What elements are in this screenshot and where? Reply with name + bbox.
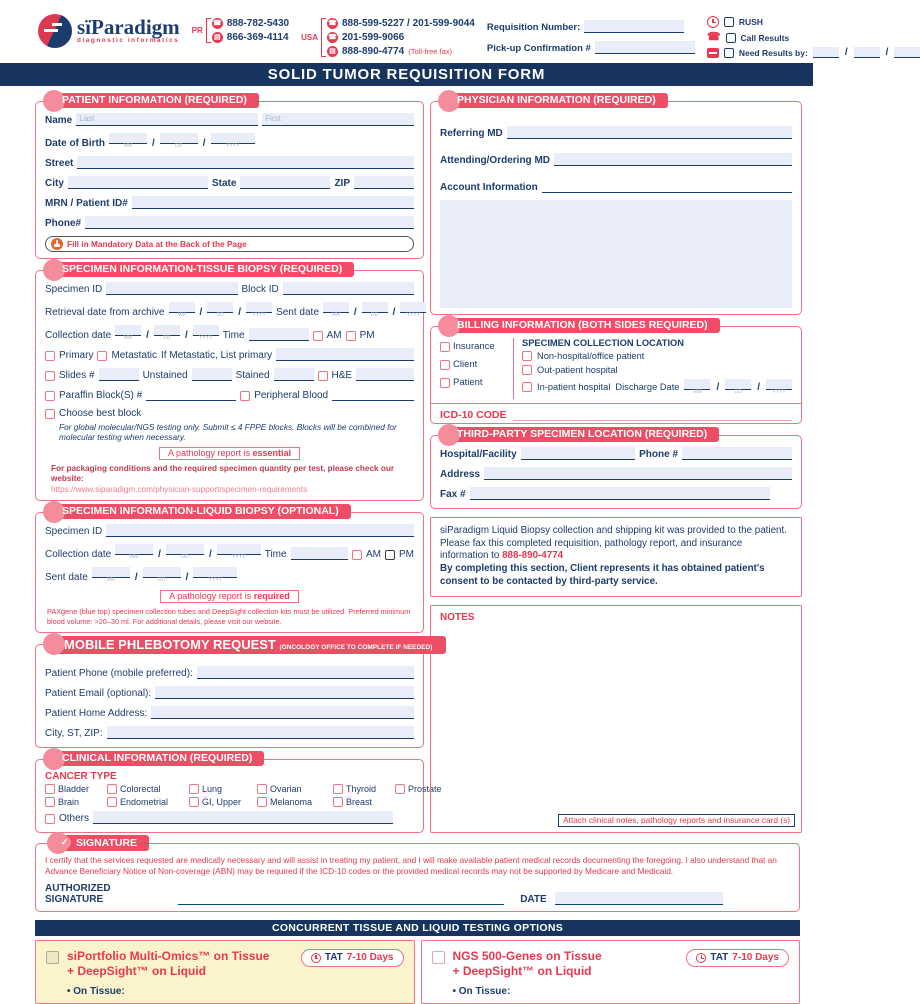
account-information-label: Account Information xyxy=(440,182,538,193)
referring-md-field[interactable] xyxy=(507,126,792,139)
thyroid-checkbox[interactable] xyxy=(333,784,343,794)
kit-fax-number: 888-890-4774 xyxy=(502,550,564,562)
patient-checkbox[interactable] xyxy=(440,378,450,388)
usa-fax-number: 888-890-4774 xyxy=(341,46,405,57)
patient-section-heading: PATIENT INFORMATION (REQUIRED) xyxy=(50,93,259,108)
liquid-pm-checkbox[interactable] xyxy=(385,550,395,560)
logo xyxy=(38,14,180,48)
result-options: RUSH ☎ Call Results Need Results by: / / xyxy=(707,16,920,58)
ngs500-panel xyxy=(421,940,801,1004)
tissue-specimen-id-field[interactable] xyxy=(106,282,237,295)
icd10-field[interactable] xyxy=(513,409,793,421)
packaging-note: For packaging conditions and the required specimen quantity per test, please check our website: xyxy=(51,463,395,484)
usa-phone-group xyxy=(301,18,475,57)
sent-date-label: Sent date xyxy=(276,307,319,318)
tissue-pm-checkbox[interactable] xyxy=(346,331,356,341)
bladder-checkbox[interactable] xyxy=(45,784,55,794)
signature-section xyxy=(35,836,800,912)
colorectal-checkbox[interactable] xyxy=(107,784,117,794)
need-results-year-field[interactable] xyxy=(894,47,920,58)
cancer-type-grid: Bladder Colorectal Lung Ovarian Thyroid Prostate Brain Endometrial GI, Upper Melanoma Breast xyxy=(45,784,414,807)
pickup-confirmation-field[interactable] xyxy=(595,41,695,54)
zip-field[interactable] xyxy=(354,176,414,189)
physician-notes-area[interactable] xyxy=(440,200,792,308)
physician-section-heading: PHYSICIAN INFORMATION (REQUIRED) xyxy=(445,93,668,108)
website-link[interactable]: https://www.siparadigm.com/physician-support/specimen-requirements xyxy=(51,485,308,495)
peripheral-blood-field[interactable] xyxy=(332,388,414,401)
time-label: Time xyxy=(222,330,245,341)
tissue-am-checkbox[interactable] xyxy=(313,331,323,341)
requisition-number-field[interactable] xyxy=(584,20,684,33)
siportfolio-checkbox[interactable] xyxy=(46,951,59,964)
city-st-zip-field[interactable] xyxy=(107,726,414,739)
phlebotomy-sub-heading: (ONCOLOGY OFFICE TO COMPLETE IF NEEDED) xyxy=(279,644,433,651)
patient-phone-field[interactable] xyxy=(85,216,414,229)
brain-checkbox[interactable] xyxy=(45,797,55,807)
list-primary-field[interactable] xyxy=(276,348,414,361)
attending-md-field[interactable] xyxy=(554,153,792,166)
mrn-field[interactable] xyxy=(132,196,414,209)
retrieval-date-label: Retrieval date from archive xyxy=(45,307,165,318)
state-label: State xyxy=(211,178,237,189)
clinical-section-heading: CLINICAL INFORMATION (REQUIRED) xyxy=(50,751,264,766)
clock-icon xyxy=(707,16,719,28)
usa-label: USA xyxy=(301,33,318,42)
patient-mobile-field[interactable] xyxy=(197,666,414,679)
name-last-field[interactable]: Last xyxy=(76,113,258,126)
pr-label: PR xyxy=(191,26,203,35)
signature-heading: ✓ SIGNATURE xyxy=(54,835,149,851)
in-patient-checkbox[interactable] xyxy=(522,382,532,392)
zip-label: ZIP xyxy=(334,178,350,189)
hand-icon xyxy=(51,238,63,250)
authorized-signature-field[interactable] xyxy=(178,893,504,905)
patient-mobile-label: Patient Phone (mobile preferred): xyxy=(45,668,193,679)
brand-name: sïParadigm xyxy=(77,15,180,39)
choose-best-block-checkbox[interactable] xyxy=(45,409,55,419)
call-results-label: Call Results xyxy=(740,32,790,43)
phone-icon: ☎ xyxy=(212,20,222,27)
siportfolio-title: siPortfolio Multi-Omics™ on Tissue + DeepSight™ on Liquid xyxy=(67,948,270,978)
stained-label: Stained xyxy=(235,370,270,381)
ngs500-title: NGS 500-Genes on Tissue + DeepSight™ on Liquid xyxy=(452,948,602,978)
fax-icon: ▤ xyxy=(212,32,223,43)
logo-icon xyxy=(38,14,72,48)
liquid-biopsy-section: SPECIMEN INFORMATION-LIQUID BIOPSY (OPTIONAL) Specimen ID Collection date MM / DD / YYYY Time AM PM Sent date MM / DD / YYYY A pathology report is required PAXgene (blue top) specimen collection tubes and DeepSight collection kits must be utilized. Preferred minimum blood volume: >20–30 ml. For additional details, please visit our website. xyxy=(35,512,424,633)
account-information-field[interactable] xyxy=(542,180,792,193)
liquid-kit-notice: siParadigm Liquid Biopsy collection and shipping kit was provided to the patient. Please fax this completed requisition, pathology report, and insurance information to 888-890-4774 By completing this section, Client represents it has obtained patient's consent to be contacted by third-party service. xyxy=(430,517,802,597)
page-header xyxy=(0,0,889,60)
name-label: Name xyxy=(45,115,73,126)
third-party-heading: THIRD-PARTY SPECIMEN LOCATION (REQUIRED) xyxy=(445,427,719,442)
ovarian-checkbox[interactable] xyxy=(257,784,267,794)
unstained-field[interactable] xyxy=(192,368,232,381)
tp-fax-field[interactable] xyxy=(470,487,770,500)
melanoma-checkbox[interactable] xyxy=(257,797,267,807)
pr-phone-group xyxy=(192,18,289,43)
peripheral-blood-checkbox[interactable] xyxy=(240,391,250,401)
block-id-field[interactable] xyxy=(283,282,414,295)
siportfolio-on-tissue: • On Tissue: xyxy=(67,985,125,997)
tissue-section-heading: SPECIMEN INFORMATION-TISSUE BIOPSY (REQUIRED) xyxy=(50,262,354,277)
clock-icon xyxy=(311,953,321,963)
city-label: City xyxy=(45,178,64,189)
tp-phone-label: Phone # xyxy=(639,449,679,460)
block-id-label: Block ID xyxy=(241,284,279,295)
tp-address-field[interactable] xyxy=(484,467,792,480)
notes-heading: NOTES xyxy=(440,611,475,623)
mobile-phlebotomy-section xyxy=(35,637,433,748)
hospital-facility-field[interactable] xyxy=(521,447,635,460)
liquid-time-field[interactable] xyxy=(291,547,348,560)
city-st-zip-label: City, ST, ZIP: xyxy=(45,728,103,739)
paraffin-field[interactable] xyxy=(146,388,236,401)
tp-fax-label: Fax # xyxy=(440,489,466,500)
unstained-label: Unstained xyxy=(142,370,188,381)
liquid-am-checkbox[interactable] xyxy=(352,550,362,560)
state-field[interactable] xyxy=(240,176,330,189)
phone-icon: ☎ xyxy=(328,20,337,27)
page-title: SOLID TUMOR REQUISITION FORM xyxy=(0,63,813,86)
insurance-checkbox[interactable] xyxy=(440,342,450,352)
third-party-section xyxy=(430,428,802,509)
he-checkbox[interactable] xyxy=(318,371,328,381)
siportfolio-panel xyxy=(35,940,415,1004)
liquid-section-heading: SPECIMEN INFORMATION-LIQUID BIOPSY (OPTIONAL) xyxy=(50,504,351,519)
check-icon: ✓ xyxy=(58,836,71,849)
fax-icon: ▤ xyxy=(327,46,338,57)
payer-options: Insurance Client Patient xyxy=(440,338,514,399)
requisition-block xyxy=(487,20,695,54)
brand-tagline: diagnostic informatics xyxy=(77,37,180,44)
endometrial-checkbox[interactable] xyxy=(107,797,117,807)
attach-note: Attach clinical notes, pathology reports and insurance card (s) xyxy=(558,814,795,827)
clinical-information-section xyxy=(35,752,442,833)
requisition-number-label: Requisition Number: xyxy=(486,22,581,33)
collection-location-header: SPECIMEN COLLECTION LOCATION xyxy=(522,338,685,348)
others-checkbox[interactable] xyxy=(45,814,55,824)
tissue-time-field[interactable] xyxy=(249,328,309,341)
tissue-biopsy-section: SPECIMEN INFORMATION-TISSUE BIOPSY (REQUIRED) Specimen ID Block ID Retrieval date from archive MM / DD / YYYY Sent date MM / DD / YYYY Collection date MM / DD / YYYY Time AM PM Primary Metastatic If Metastatic, List primary Slides # Unstained Stained H&E Paraffin Block(S) # Peripheral Blood Choose best block For global molecular/NGS testing only. Submit ≤ 4 FPPE blocks. Blocks will be combined for molecular testing when necessary. A pathology report is essential For packaging conditions and the required specimen quantity per test, please check our website: https://www.siparadigm.com/physician-support/specimen-requirements xyxy=(35,270,424,501)
metastatic-checkbox[interactable] xyxy=(97,351,107,361)
referring-md-label: Referring MD xyxy=(440,128,503,139)
non-hospital-checkbox[interactable] xyxy=(522,351,532,361)
street-label: Street xyxy=(45,158,74,169)
notes-section[interactable] xyxy=(430,605,802,833)
patient-home-address-label: Patient Home Address: xyxy=(45,708,148,719)
rush-checkbox[interactable] xyxy=(724,17,734,27)
he-field[interactable] xyxy=(356,368,414,381)
slides-count-field[interactable] xyxy=(99,368,139,381)
certify-text: I certify that the services requested are medically necessary and will assist in treating my patient, and I will make available patient medical records documenting the foregoing. I also understand that an Advance Beneficiary Notice of Non-coverage (ABN) may be required if the ICD-10 codes or the provided medical records may not be supported by Medicare and Medicaid. xyxy=(45,855,777,876)
city-field[interactable] xyxy=(68,176,208,189)
siportfolio-tat-badge: TAT 7-10 Days xyxy=(301,949,404,967)
patient-email-field[interactable] xyxy=(155,686,414,699)
mrn-label: MRN / Patient ID# xyxy=(45,198,128,209)
usa-phone-number-2: 201-599-9066 xyxy=(341,32,405,43)
toll-free-note: (Toll-free fax) xyxy=(408,47,453,56)
liquid-time-label: Time xyxy=(264,549,287,561)
patient-email-label: Patient Email (optional): xyxy=(45,688,152,699)
paraffin-checkbox[interactable] xyxy=(45,391,55,401)
billing-information-section: BILLING INFORMATION (BOTH SIDES REQUIRED) Insurance Client Patient SPECIMEN COLLECTION LOCATION Non-hospital/office patient Out-patient hospital In-patient hospital Discharge Date MM / DD / YYYY ICD-10 CODE xyxy=(430,326,802,424)
pickup-confirmation-label: Pick-up Confirmation # xyxy=(486,43,591,54)
patient-home-address-field[interactable] xyxy=(151,706,414,719)
authorized-signature-label: AUTHORIZED SIGNATURE xyxy=(45,882,111,905)
ngs500-tat-badge: TAT 7-10 Days xyxy=(686,949,789,967)
usa-phone-number-1: 888-599-5227 / 201-599-9044 xyxy=(341,18,475,29)
handset-icon: ☎ xyxy=(706,31,721,43)
phlebotomy-section-heading: MOBILE PHLEBOTOMY REQUEST (ONCOLOGY OFFICE TO COMPLETE IF NEEDED) xyxy=(50,636,446,654)
stained-field[interactable] xyxy=(274,368,314,381)
liquid-specimen-id-label: Specimen ID xyxy=(45,526,103,538)
need-results-checkbox[interactable] xyxy=(724,48,734,58)
patient-phone-label: Phone# xyxy=(45,218,82,229)
tp-phone-field[interactable] xyxy=(682,447,792,460)
gi-upper-checkbox[interactable] xyxy=(189,797,199,807)
pr-fax-number: 866-369-4114 xyxy=(226,32,289,43)
name-first-field[interactable]: First xyxy=(262,113,414,126)
dob-label: Date of Birth xyxy=(45,138,105,149)
paxgene-note: PAXgene (blue top) specimen collection tubes and DeepSight collection kits must be utilized. Preferred minimum blood volume: >20–30 ml. For additional details, please visit our website. xyxy=(47,607,411,626)
if-metastatic-label: If Metastatic, List primary xyxy=(161,350,273,361)
prostate-checkbox[interactable] xyxy=(395,784,405,794)
signature-date-field[interactable] xyxy=(555,892,723,905)
fax-machine-icon xyxy=(707,48,719,58)
out-patient-checkbox[interactable] xyxy=(522,365,532,375)
street-field[interactable] xyxy=(77,156,414,169)
phone-icon: ☎ xyxy=(328,34,337,41)
discharge-date-label: Discharge Date xyxy=(615,382,680,392)
liquid-collection-label: Collection date xyxy=(45,549,112,561)
specimen-id-label: Specimen ID xyxy=(45,284,103,295)
date-label: DATE xyxy=(520,893,547,905)
cancer-type-label: CANCER TYPE xyxy=(45,771,117,782)
lung-checkbox[interactable] xyxy=(189,784,199,794)
rush-label: RUSH xyxy=(738,17,763,27)
liquid-specimen-id-field[interactable] xyxy=(106,524,414,537)
breast-checkbox[interactable] xyxy=(333,797,343,807)
ngs500-on-tissue: • On Tissue: xyxy=(452,985,511,997)
call-results-checkbox[interactable] xyxy=(726,33,736,43)
icd10-label: ICD-10 CODE xyxy=(440,409,507,421)
tp-address-label: Address xyxy=(440,469,481,480)
primary-checkbox[interactable] xyxy=(45,351,55,361)
physician-information-section xyxy=(430,94,802,315)
pr-phone-number: 888-782-5430 xyxy=(226,18,290,29)
client-checkbox[interactable] xyxy=(440,360,450,370)
others-label: Others xyxy=(59,813,90,824)
pathology-required-note: A pathology report is required xyxy=(160,590,299,603)
slides-checkbox[interactable] xyxy=(45,371,55,381)
need-results-label: Need Results by: xyxy=(738,47,808,58)
others-field[interactable] xyxy=(93,811,393,824)
patient-information-section: PATIENT INFORMATION (REQUIRED) Name Last First Date of Birth MM / DD / YYYY Street City State ZIP MRN / Patient ID# Phone# Fill in Mandatory Data at the Back of the Page xyxy=(35,101,424,259)
collection-date-label: Collection date xyxy=(45,330,112,341)
billing-section-heading: BILLING INFORMATION (BOTH SIDES REQUIRED) xyxy=(445,318,720,333)
pathology-essential-note: A pathology report is essential xyxy=(159,447,300,460)
liquid-sent-label: Sent date xyxy=(45,572,88,584)
attending-md-label: Attending/Ordering MD xyxy=(440,155,550,166)
need-results-month-field[interactable] xyxy=(813,47,839,58)
need-results-day-field[interactable] xyxy=(854,47,880,58)
mandatory-data-badge: Fill in Mandatory Data at the Back of the Page xyxy=(45,236,414,252)
concurrent-testing-bar: CONCURRENT TISSUE AND LIQUID TESTING OPTIONS xyxy=(35,920,800,936)
ngs500-checkbox[interactable] xyxy=(432,951,445,964)
choose-block-note: For global molecular/NGS testing only. Submit ≤ 4 FPPE blocks. Blocks will be combined for molecular testing when necessary. xyxy=(59,422,397,443)
clock-icon xyxy=(696,953,706,963)
hospital-facility-label: Hospital/Facility xyxy=(440,449,517,460)
